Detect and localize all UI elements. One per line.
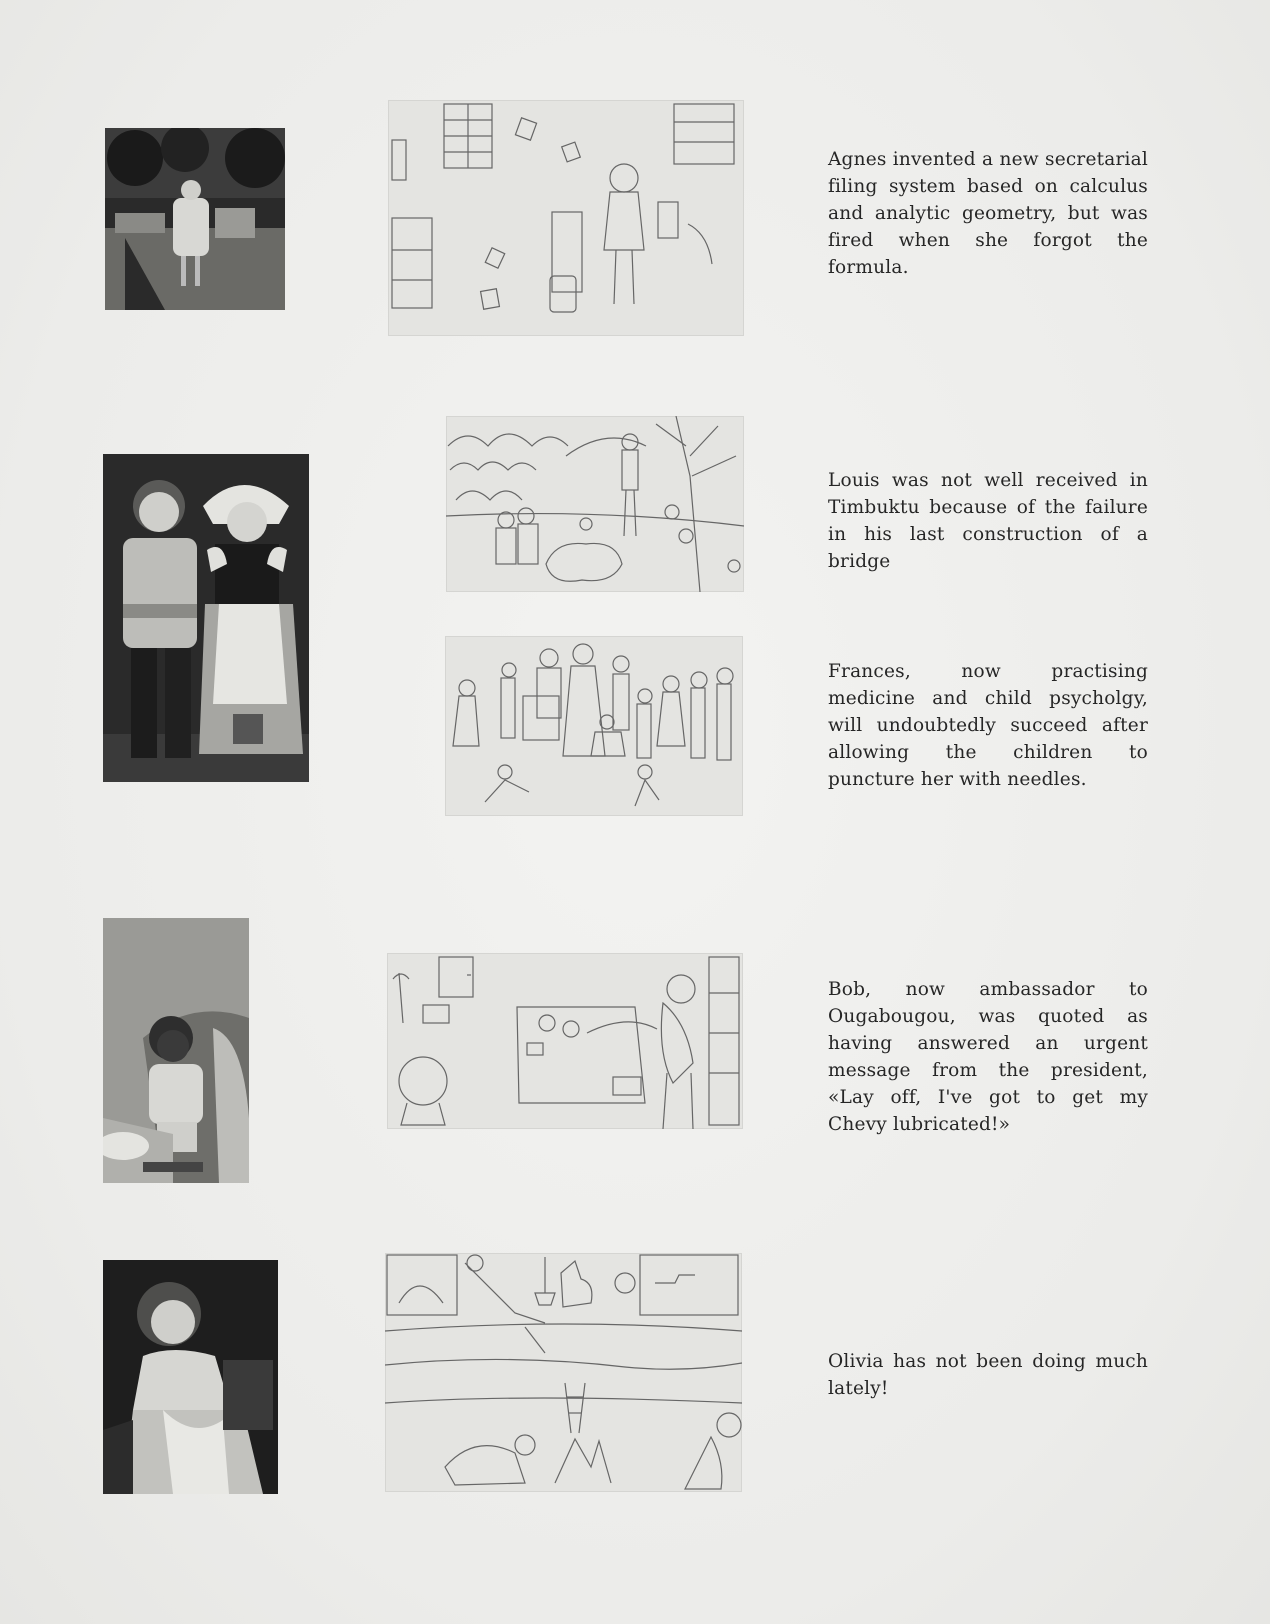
caption-olivia: Olivia has not been doing much lately!	[828, 1351, 1148, 1399]
drawing-frances-clinic	[445, 636, 743, 816]
photo-olivia-child	[103, 1260, 278, 1494]
drawing-louis-timbuktu	[446, 416, 744, 592]
drawing-olivia-lazy	[385, 1253, 742, 1492]
caption-agnes: Agnes invented a new secretarial filing system based on calculus and analytic geometry, but was fired when she forgot the formula.	[828, 149, 1148, 278]
caption-frances: Frances, now practising medicine and child psycholgy, will undoubtedly succeed after allowing the children to puncture her with needles.	[828, 661, 1148, 790]
photo-agnes-child	[105, 128, 285, 310]
photo-bob-child	[103, 918, 249, 1183]
drawing-agnes-office	[388, 100, 744, 336]
caption-louis: Louis was not well received in Timbuktu because of the failure in his last construction of a bridge	[828, 470, 1148, 572]
caption-bob: Bob, now ambassador to Ougabougou, was quoted as having answered an urgent message from the president, «Lay off, I've got to get my Chevy lubricated!»	[828, 979, 1148, 1135]
photo-louis-frances-costumes	[103, 454, 309, 782]
drawing-bob-ambassador	[387, 953, 743, 1129]
